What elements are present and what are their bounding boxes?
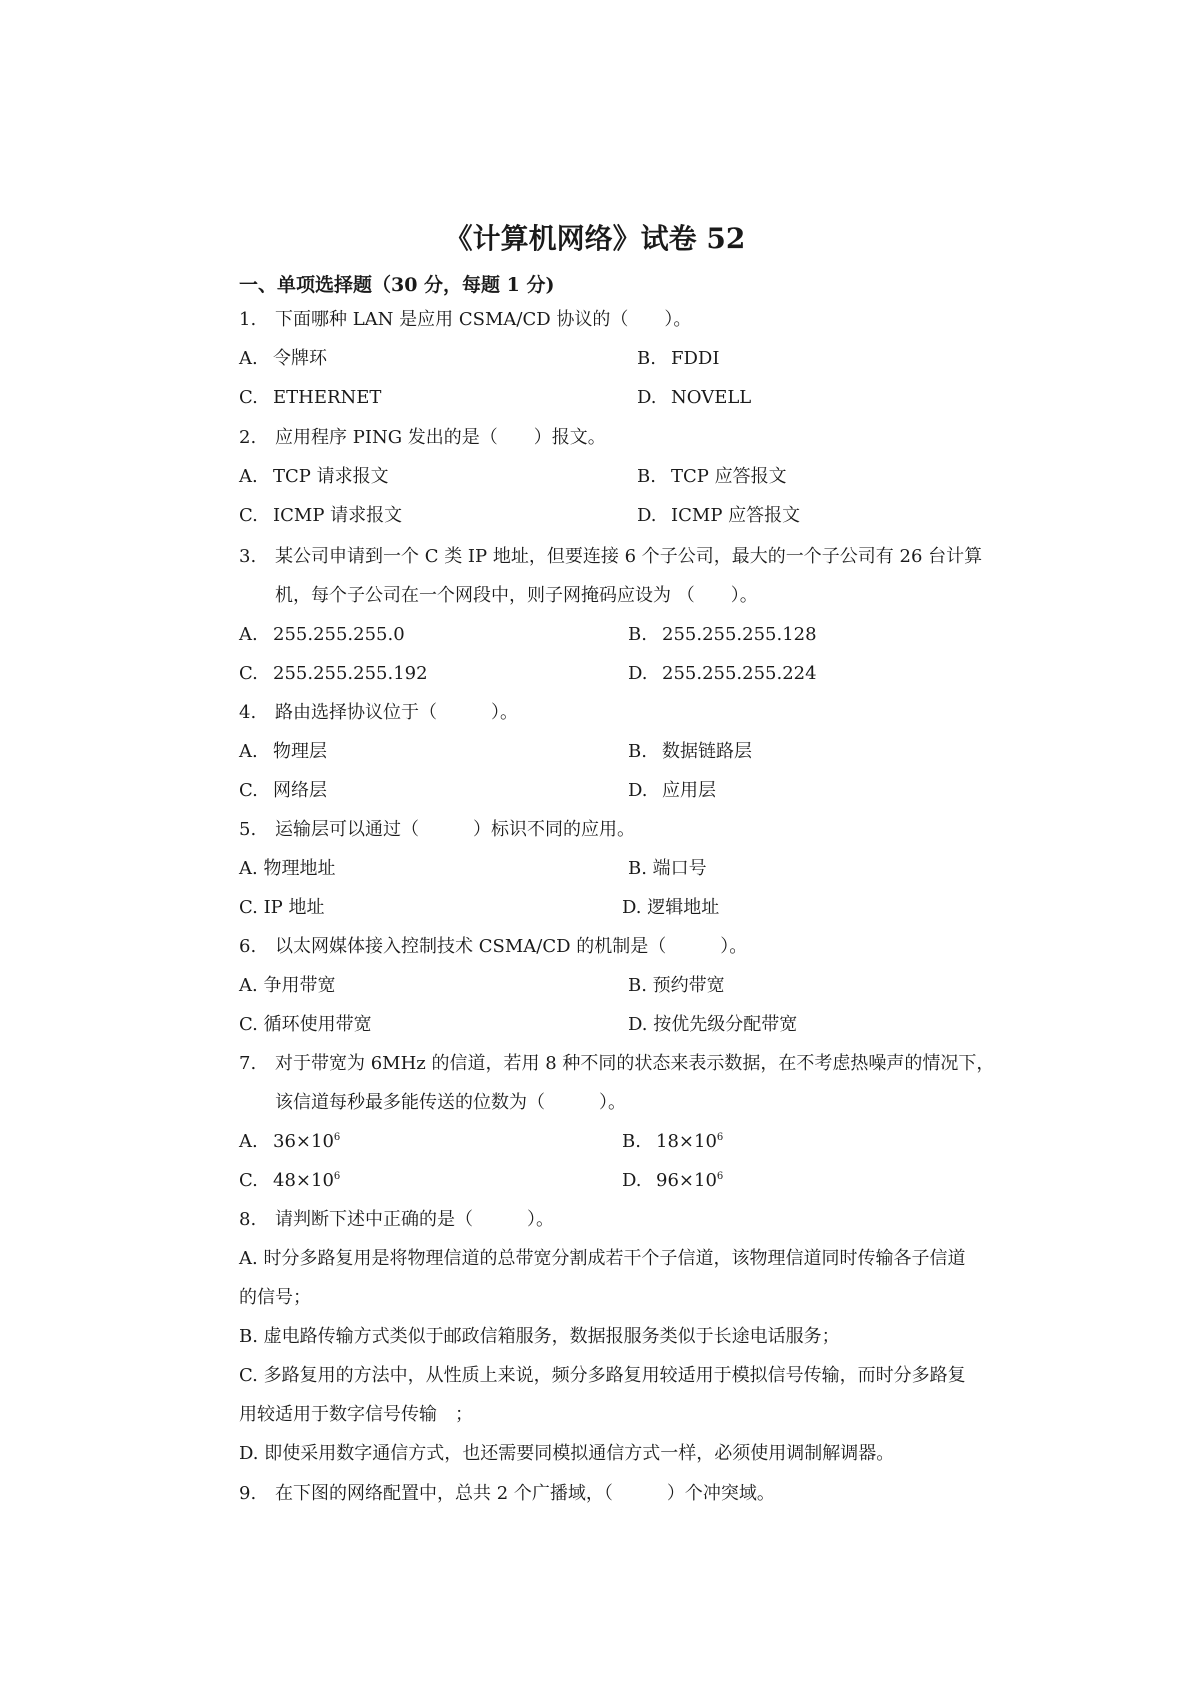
- option-d: D. 逻辑地址: [622, 897, 720, 918]
- question-8: [239, 1208, 554, 1232]
- option-a: A. 时分多路复用是将物理信道的总带宽分割成若干个子信道，该物理信道同时传输各子信道: [239, 1248, 966, 1269]
- question-text: 在下图的网络配置中，总共 2 个广播域，（ ）个冲突域。: [275, 1483, 775, 1504]
- option-d: D. 按优先级分配带宽: [628, 1014, 798, 1035]
- exam-title: 《计算机网络》试卷 52: [444, 222, 746, 255]
- question-3-cont: 机，每个子公司在一个网段中，则子网掩码应设为 （ ）。: [275, 585, 758, 606]
- option-a: A. 争用带宽: [239, 975, 336, 996]
- option-c: C. IP 地址: [239, 897, 325, 918]
- question-number: 9.: [239, 1483, 257, 1504]
- question-text: 某公司申请到一个 C 类 IP 地址，但要连接 6 个子公司，最大的一个子公司有 26 台计算: [275, 546, 983, 567]
- option-c-cont: 用较适用于数字信号传输 ；: [239, 1404, 473, 1425]
- question-text: 下面哪种 LAN 是应用 CSMA/CD 协议的（ ）。: [275, 309, 692, 330]
- question-6: [239, 935, 747, 959]
- option-d: D. 即使采用数字通信方式，也还需要同模拟通信方式一样，必须使用调制解调器。: [239, 1443, 895, 1464]
- option-b: B. 虚电路传输方式类似于邮政信箱服务，数据报服务类似于长途电话服务；: [239, 1326, 840, 1347]
- option-c: C. 多路复用的方法中，从性质上来说，频分多路复用较适用于模拟信号传输，而时分多路复: [239, 1365, 966, 1386]
- option-a: A. $36\times 10^6$: [239, 1131, 341, 1152]
- option-c: C. 网络层: [239, 780, 327, 801]
- question-1: [239, 308, 691, 332]
- option-a: A. 物理地址: [239, 858, 336, 879]
- option-a: A. 物理层: [239, 741, 327, 762]
- question-text: 运输层可以通过（ ）标识不同的应用。: [275, 819, 635, 840]
- option-c: C. $48\times 10^6$: [239, 1170, 341, 1191]
- question-2: [239, 426, 606, 450]
- question-5: [239, 818, 635, 842]
- option-b: B. 预约带宽: [628, 975, 725, 996]
- option-c: C. 255.255.255.192: [239, 663, 428, 684]
- question-number: 1.: [239, 309, 257, 330]
- question-number: 5.: [239, 819, 257, 840]
- question-text: 请判断下述中正确的是（ ）。: [275, 1209, 554, 1230]
- question-text: 应用程序 PING 发出的是（ ）报文。: [275, 427, 606, 448]
- option-b: B. 端口号: [628, 858, 707, 879]
- option-a: A. TCP 请求报文: [239, 466, 389, 487]
- question-3: [239, 545, 982, 569]
- option-a: A. 令牌环: [239, 348, 327, 369]
- option-d: D. 255.255.255.224: [628, 663, 817, 684]
- question-7-cont: 该信道每秒最多能传送的位数为（ ）。: [275, 1092, 626, 1113]
- question-text: 对于带宽为 6MHz 的信道，若用 8 种不同的状态来表示数据，在不考虑热噪声的情况下，: [275, 1053, 995, 1074]
- question-7: [239, 1052, 994, 1076]
- option-a: A. 255.255.255.0: [239, 624, 405, 645]
- option-c: C. ETHERNET: [239, 387, 382, 408]
- option-b: B. FDDI: [637, 348, 720, 369]
- option-d: D. NOVELL: [637, 387, 752, 408]
- option-b: B. 255.255.255.128: [628, 624, 817, 645]
- question-number: 7.: [239, 1053, 257, 1074]
- option-b: B. $18\times 10^6$: [622, 1131, 724, 1152]
- question-text: 以太网媒体接入控制技术 CSMA/CD 的机制是（ ）。: [275, 936, 748, 957]
- option-b: B. 数据链路层: [628, 741, 752, 762]
- question-number: 4.: [239, 702, 257, 723]
- option-a-cont: 的信号；: [239, 1287, 311, 1308]
- option-c: C. 循环使用带宽: [239, 1014, 372, 1035]
- question-9: [239, 1482, 775, 1506]
- question-text: 路由选择协议位于（ ）。: [275, 702, 518, 723]
- question-4: [239, 701, 518, 725]
- question-number: 3.: [239, 546, 257, 567]
- option-d: D. ICMP 应答报文: [637, 505, 801, 526]
- question-number: 2.: [239, 427, 257, 448]
- option-d: D. $96\times 10^6$: [622, 1170, 724, 1191]
- option-d: D. 应用层: [628, 780, 716, 801]
- question-number: 6.: [239, 936, 257, 957]
- question-number: 8.: [239, 1209, 257, 1230]
- section-heading: 一、单项选择题（30 分，每题 1 分): [239, 274, 555, 296]
- option-c: C. ICMP 请求报文: [239, 505, 403, 526]
- option-b: B. TCP 应答报文: [637, 466, 787, 487]
